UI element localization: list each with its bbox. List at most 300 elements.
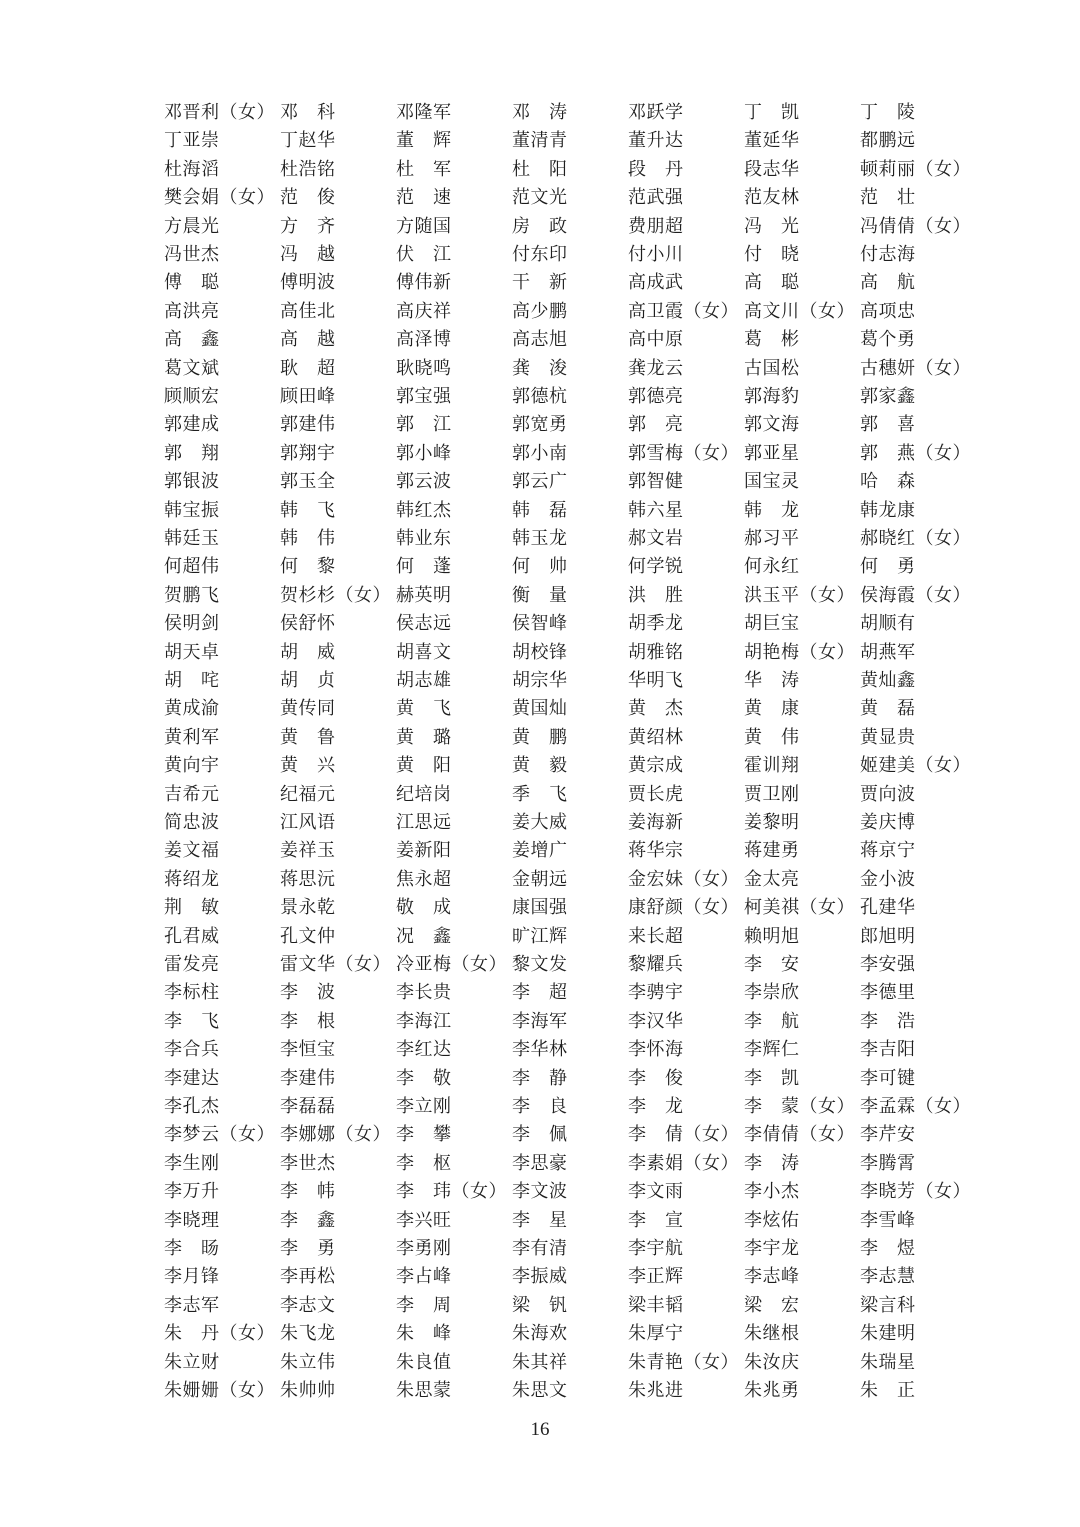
name-entry: 黄 伟 xyxy=(744,726,800,748)
name-entry: 杜浩铭 xyxy=(280,158,336,180)
name-entry: 黄 阳 xyxy=(396,755,452,777)
name-entry: 李雪峰 xyxy=(860,1209,916,1231)
name-entry: 金小波 xyxy=(860,868,916,890)
name-entry: 郭云波 xyxy=(396,471,452,493)
name-row xyxy=(0,497,1080,525)
name-entry: 李 安 xyxy=(744,954,800,975)
name-entry: 哈 森 xyxy=(860,471,916,493)
name-entry: 郭小南 xyxy=(512,442,568,464)
name-entry: 丁亚崇 xyxy=(164,130,220,152)
name-entry: 蒋建勇 xyxy=(744,840,800,862)
name-entry: 金朝远 xyxy=(512,868,568,890)
name-entry: 蒋绍龙 xyxy=(164,868,220,890)
name-entry: 霍训翔 xyxy=(744,755,800,777)
name-entry: 况 鑫 xyxy=(396,925,452,947)
name-entry: 何 蓬 xyxy=(396,556,452,578)
name-entry: 李 蒙（女） xyxy=(744,1096,855,1117)
name-entry: 郭智健 xyxy=(628,471,684,493)
name-entry: 李 良 xyxy=(512,1096,568,1117)
name-entry: 李世杰 xyxy=(280,1152,336,1174)
name-entry: 韩业东 xyxy=(396,528,452,549)
name-entry: 邓晋利（女） xyxy=(164,102,275,123)
name-entry: 朱 峰 xyxy=(396,1323,452,1345)
name-entry: 梁言科 xyxy=(860,1294,916,1316)
name-entry: 李辉仁 xyxy=(744,1039,800,1061)
name-entry: 李腾霄 xyxy=(860,1152,916,1174)
name-entry: 郭家鑫 xyxy=(860,386,916,407)
name-entry: 段志华 xyxy=(744,158,800,180)
name-row xyxy=(0,1178,1080,1206)
name-entry: 姜新阳 xyxy=(396,840,452,862)
name-row xyxy=(0,667,1080,695)
name-entry: 李 静 xyxy=(512,1067,568,1089)
name-entry: 朱思文 xyxy=(512,1380,568,1401)
name-row xyxy=(0,241,1080,269)
name-entry: 高洪亮 xyxy=(164,300,220,322)
name-entry: 梁 宏 xyxy=(744,1294,800,1316)
name-entry: 都鹏远 xyxy=(860,130,916,152)
name-entry: 孔文仲 xyxy=(280,925,336,947)
name-row xyxy=(0,1349,1080,1377)
name-entry: 郭 亮 xyxy=(628,414,684,436)
name-entry: 旷江辉 xyxy=(512,925,568,947)
name-entry: 梁 钒 xyxy=(512,1294,568,1316)
name-entry: 郭小峰 xyxy=(396,442,452,464)
name-entry: 段 丹 xyxy=(628,158,684,180)
name-entry: 李炫佑 xyxy=(744,1209,800,1231)
name-row xyxy=(0,298,1080,326)
name-entry: 李文波 xyxy=(512,1181,568,1203)
name-entry: 干 新 xyxy=(512,272,568,294)
name-entry: 李占峰 xyxy=(396,1266,452,1288)
name-entry: 付东印 xyxy=(512,244,568,265)
name-row xyxy=(0,951,1080,979)
name-entry: 李文雨 xyxy=(628,1181,684,1203)
name-entry: 黎文发 xyxy=(512,954,568,975)
name-row xyxy=(0,1207,1080,1235)
name-entry: 姜文福 xyxy=(164,840,220,862)
name-entry: 李有清 xyxy=(512,1238,568,1259)
name-entry: 侯智峰 xyxy=(512,613,568,635)
name-entry: 付小川 xyxy=(628,244,684,265)
name-entry: 朱立伟 xyxy=(280,1351,336,1373)
name-entry: 黄 璐 xyxy=(396,726,452,748)
name-entry: 衡 量 xyxy=(512,584,568,606)
name-entry: 郭银波 xyxy=(164,471,220,493)
name-entry: 孔建华 xyxy=(860,897,916,919)
name-entry: 朱青艳（女） xyxy=(628,1351,739,1373)
name-row xyxy=(0,326,1080,354)
name-entry: 李万升 xyxy=(164,1181,220,1203)
name-entry: 韩 伟 xyxy=(280,528,336,549)
name-row xyxy=(0,213,1080,241)
name-entry: 纪福元 xyxy=(280,783,336,805)
name-entry: 郭德杭 xyxy=(512,386,568,407)
name-entry: 金宏妹（女） xyxy=(628,868,739,890)
name-entry: 李 鑫 xyxy=(280,1209,336,1231)
name-entry: 贺鹏飞 xyxy=(164,584,220,606)
name-entry: 李思豪 xyxy=(512,1152,568,1174)
name-entry: 傅伟新 xyxy=(396,272,452,294)
name-entry: 姬建美（女） xyxy=(860,755,971,777)
name-entry: 冯 越 xyxy=(280,244,336,265)
name-entry: 李 旸 xyxy=(164,1238,220,1259)
name-entry: 景永乾 xyxy=(280,897,336,919)
name-entry: 房 政 xyxy=(512,215,568,237)
name-entry: 贺杉杉（女） xyxy=(280,584,391,606)
name-entry: 邓隆军 xyxy=(396,102,452,123)
name-entry: 黄 飞 xyxy=(396,698,452,720)
name-entry: 江风语 xyxy=(280,812,336,833)
name-entry: 李晓理 xyxy=(164,1209,220,1231)
name-entry: 范友林 xyxy=(744,187,800,209)
name-entry: 朱飞龙 xyxy=(280,1323,336,1345)
name-entry: 洪玉平（女） xyxy=(744,584,855,606)
name-entry: 李海军 xyxy=(512,1010,568,1032)
name-entry: 郭玉全 xyxy=(280,471,336,493)
name-row xyxy=(0,127,1080,155)
name-entry: 范武强 xyxy=(628,187,684,209)
name-entry: 康国强 xyxy=(512,897,568,919)
name-entry: 朱 丹（女） xyxy=(164,1323,275,1345)
name-entry: 胡宗华 xyxy=(512,670,568,691)
name-entry: 蒋思沅 xyxy=(280,868,336,890)
name-entry: 侯志远 xyxy=(396,613,452,635)
name-entry: 郭文海 xyxy=(744,414,800,436)
name-entry: 黄 毅 xyxy=(512,755,568,777)
name-entry: 郭翔宇 xyxy=(280,442,336,464)
name-entry: 李勇刚 xyxy=(396,1238,452,1259)
name-row xyxy=(0,1093,1080,1121)
name-entry: 李 敬 xyxy=(396,1067,452,1089)
name-entry: 郭海豹 xyxy=(744,386,800,407)
name-entry: 季 飞 xyxy=(512,783,568,805)
name-entry: 黄国灿 xyxy=(512,698,568,720)
name-entry: 高泽博 xyxy=(396,329,452,351)
name-entry: 胡志雄 xyxy=(396,670,452,691)
name-entry: 李晓芳（女） xyxy=(860,1181,971,1203)
name-entry: 贾长虎 xyxy=(628,783,684,805)
name-entry: 朱 正 xyxy=(860,1380,916,1401)
name-entry: 高 越 xyxy=(280,329,336,351)
name-entry: 郭 燕（女） xyxy=(860,442,971,464)
name-entry: 李崇欣 xyxy=(744,982,800,1004)
name-entry: 高 聪 xyxy=(744,272,800,294)
name-entry: 朱继根 xyxy=(744,1323,800,1345)
name-entry: 高佳北 xyxy=(280,300,336,322)
name-entry: 黄利军 xyxy=(164,726,220,748)
name-entry: 李 煜 xyxy=(860,1238,916,1259)
name-entry: 高志旭 xyxy=(512,329,568,351)
name-entry: 胡巨宝 xyxy=(744,613,800,635)
name-entry: 李怀海 xyxy=(628,1039,684,1061)
name-entry: 韩 飞 xyxy=(280,499,336,521)
name-entry: 李小杰 xyxy=(744,1181,800,1203)
name-entry: 李志慧 xyxy=(860,1266,916,1288)
name-entry: 高 鑫 xyxy=(164,329,220,351)
name-entry: 郭宝强 xyxy=(396,386,452,407)
name-entry: 范 俊 xyxy=(280,187,336,209)
name-row xyxy=(0,1121,1080,1149)
name-entry: 李 凯 xyxy=(744,1067,800,1089)
name-entry: 李建达 xyxy=(164,1067,220,1089)
name-entry: 李志军 xyxy=(164,1294,220,1316)
name-entry: 胡季龙 xyxy=(628,613,684,635)
name-entry: 韩红杰 xyxy=(396,499,452,521)
name-entry: 何永红 xyxy=(744,556,800,578)
name-row xyxy=(0,639,1080,667)
name-row xyxy=(0,1008,1080,1036)
name-entry: 郭 翔 xyxy=(164,442,220,464)
name-entry: 韩 磊 xyxy=(512,499,568,521)
name-entry: 葛个勇 xyxy=(860,329,916,351)
name-entry: 华 涛 xyxy=(744,670,800,691)
name-entry: 冯 光 xyxy=(744,215,800,237)
name-entry: 顾顺宏 xyxy=(164,386,220,407)
name-entry: 何 帅 xyxy=(512,556,568,578)
name-row xyxy=(0,525,1080,553)
name-row xyxy=(0,411,1080,439)
name-entry: 姜大威 xyxy=(512,812,568,833)
name-entry: 邓 涛 xyxy=(512,102,568,123)
name-entry: 孔君威 xyxy=(164,925,220,947)
name-row xyxy=(0,1377,1080,1405)
name-entry: 傅 聪 xyxy=(164,272,220,294)
name-entry: 贾向波 xyxy=(860,783,916,805)
name-entry: 郝晓红（女） xyxy=(860,528,971,549)
name-entry: 朱兆勇 xyxy=(744,1380,800,1401)
name-entry: 古穗妍（女） xyxy=(860,357,971,379)
name-entry: 李兴旺 xyxy=(396,1209,452,1231)
name-entry: 何学锐 xyxy=(628,556,684,578)
name-entry: 高项忠 xyxy=(860,300,916,322)
name-entry: 李立刚 xyxy=(396,1096,452,1117)
name-entry: 朱瑞星 xyxy=(860,1351,916,1373)
name-entry: 李宇航 xyxy=(628,1238,684,1259)
name-entry: 李 宣 xyxy=(628,1209,684,1231)
name-entry: 高成武 xyxy=(628,272,684,294)
name-row xyxy=(0,582,1080,610)
name-entry: 黄显贵 xyxy=(860,726,916,748)
name-entry: 黄 兴 xyxy=(280,755,336,777)
name-entry: 高文川（女） xyxy=(744,300,855,322)
name-entry: 赖明旭 xyxy=(744,925,800,947)
name-entry: 胡天卓 xyxy=(164,641,220,663)
name-entry: 姜海新 xyxy=(628,812,684,833)
name-row xyxy=(0,724,1080,752)
name-entry: 洪 胜 xyxy=(628,584,684,606)
name-row xyxy=(0,1235,1080,1263)
name-entry: 杜海滔 xyxy=(164,158,220,180)
name-row xyxy=(0,99,1080,127)
name-entry: 朱兆进 xyxy=(628,1380,684,1401)
name-entry: 李 倩（女） xyxy=(628,1124,739,1146)
name-entry: 郭德亮 xyxy=(628,386,684,407)
name-row xyxy=(0,355,1080,383)
name-entry: 胡雅铭 xyxy=(628,641,684,663)
name-row xyxy=(0,383,1080,411)
name-entry: 黄 杰 xyxy=(628,698,684,720)
name-entry: 傅明波 xyxy=(280,272,336,294)
name-entry: 郝习平 xyxy=(744,528,800,549)
name-entry: 郭 喜 xyxy=(860,414,916,436)
name-entry: 胡喜文 xyxy=(396,641,452,663)
name-entry: 李生刚 xyxy=(164,1152,220,1174)
name-entry: 郎旭明 xyxy=(860,925,916,947)
name-entry: 李宇龙 xyxy=(744,1238,800,1259)
name-entry: 姜黎明 xyxy=(744,812,800,833)
name-entry: 侯海霞（女） xyxy=(860,584,971,606)
name-entry: 黄成渝 xyxy=(164,698,220,720)
name-entry: 郭亚星 xyxy=(744,442,800,464)
name-entry: 董 辉 xyxy=(396,130,452,152)
name-entry: 何 勇 xyxy=(860,556,916,578)
name-entry: 黎耀兵 xyxy=(628,954,684,975)
name-entry: 黄 鹏 xyxy=(512,726,568,748)
name-entry: 韩玉龙 xyxy=(512,528,568,549)
name-entry: 李 航 xyxy=(744,1010,800,1032)
name-entry: 丁 陵 xyxy=(860,102,916,123)
name-entry: 李安强 xyxy=(860,954,916,975)
name-entry: 姜增广 xyxy=(512,840,568,862)
name-row xyxy=(0,1320,1080,1348)
name-entry: 何超伟 xyxy=(164,556,220,578)
name-entry: 敬 成 xyxy=(396,897,452,919)
name-entry: 董清青 xyxy=(512,130,568,152)
name-entry: 李标柱 xyxy=(164,982,220,1004)
name-entry: 华明飞 xyxy=(628,670,684,691)
name-entry: 李红达 xyxy=(396,1039,452,1061)
name-entry: 李 超 xyxy=(512,982,568,1004)
name-entry: 胡顺有 xyxy=(860,613,916,635)
name-row xyxy=(0,1263,1080,1291)
name-entry: 朱立财 xyxy=(164,1351,220,1373)
name-entry: 侯明剑 xyxy=(164,613,220,635)
name-entry: 李孟霖（女） xyxy=(860,1096,971,1117)
name-entry: 高庆祥 xyxy=(396,300,452,322)
name-entry: 李建伟 xyxy=(280,1067,336,1089)
name-entry: 李 飞 xyxy=(164,1010,220,1032)
name-entry: 李月锋 xyxy=(164,1266,220,1288)
name-entry: 付志海 xyxy=(860,244,916,265)
name-entry: 郭建成 xyxy=(164,414,220,436)
name-entry: 胡 贞 xyxy=(280,670,336,691)
name-entry: 胡艳梅（女） xyxy=(744,641,855,663)
name-entry: 付 晓 xyxy=(744,244,800,265)
name-entry: 姜祥玉 xyxy=(280,840,336,862)
name-entry: 黄 康 xyxy=(744,698,800,720)
name-entry: 姜庆博 xyxy=(860,812,916,833)
name-entry: 伏 江 xyxy=(396,244,452,265)
name-entry: 冷亚梅（女） xyxy=(396,954,507,975)
name-row xyxy=(0,752,1080,780)
name-entry: 黄传同 xyxy=(280,698,336,720)
name-entry: 邓跃学 xyxy=(628,102,684,123)
name-entry: 高 航 xyxy=(860,272,916,294)
name-entry: 李吉阳 xyxy=(860,1039,916,1061)
name-entry: 李梦云（女） xyxy=(164,1124,275,1146)
name-entry: 李再松 xyxy=(280,1266,336,1288)
name-entry: 李倩倩（女） xyxy=(744,1124,855,1146)
name-entry: 李振威 xyxy=(512,1266,568,1288)
name-entry: 方晨光 xyxy=(164,215,220,237)
name-entry: 李 佩 xyxy=(512,1124,568,1146)
name-entry: 顾田峰 xyxy=(280,386,336,407)
name-entry: 朱思蒙 xyxy=(396,1380,452,1401)
name-entry: 董升达 xyxy=(628,130,684,152)
name-entry: 赫英明 xyxy=(396,584,452,606)
name-entry: 高卫霞（女） xyxy=(628,300,739,322)
name-entry: 郭宽勇 xyxy=(512,414,568,436)
name-entry: 黄 鲁 xyxy=(280,726,336,748)
name-entry: 朱姗姗（女） xyxy=(164,1380,275,1401)
name-entry: 郭 江 xyxy=(396,414,452,436)
name-entry: 李 俊 xyxy=(628,1067,684,1089)
name-entry: 顿莉丽（女） xyxy=(860,158,971,180)
name-entry: 龚龙云 xyxy=(628,357,684,379)
name-entry: 李志文 xyxy=(280,1294,336,1316)
name-entry: 李汉华 xyxy=(628,1010,684,1032)
name-entry: 李 龙 xyxy=(628,1096,684,1117)
name-entry: 葛 彬 xyxy=(744,329,800,351)
name-entry: 丁赵华 xyxy=(280,130,336,152)
name-entry: 韩六星 xyxy=(628,499,684,521)
name-entry: 韩龙康 xyxy=(860,499,916,521)
name-entry: 胡校锋 xyxy=(512,641,568,663)
name-row xyxy=(0,923,1080,951)
name-entry: 梁丰韬 xyxy=(628,1294,684,1316)
name-entry: 冯世杰 xyxy=(164,244,220,265)
name-entry: 朱厚宁 xyxy=(628,1323,684,1345)
name-entry: 李 勇 xyxy=(280,1238,336,1259)
name-entry: 李 枢 xyxy=(396,1152,452,1174)
name-entry: 范文光 xyxy=(512,187,568,209)
page-number: 16 xyxy=(530,1419,550,1440)
name-entry: 方随国 xyxy=(396,215,452,237)
name-entry: 江思远 xyxy=(396,812,452,833)
name-entry: 郝文岩 xyxy=(628,528,684,549)
name-entry: 侯舒怀 xyxy=(280,613,336,635)
name-row xyxy=(0,695,1080,723)
name-entry: 胡 咤 xyxy=(164,670,220,691)
name-row xyxy=(0,184,1080,212)
name-row xyxy=(0,1292,1080,1320)
name-row xyxy=(0,809,1080,837)
name-row xyxy=(0,156,1080,184)
name-row xyxy=(0,1065,1080,1093)
name-entry: 李海江 xyxy=(396,1010,452,1032)
name-entry: 雷文华（女） xyxy=(280,954,391,975)
name-entry: 李 帏 xyxy=(280,1181,336,1203)
name-entry: 黄向宇 xyxy=(164,755,220,777)
name-entry: 龚 浚 xyxy=(512,357,568,379)
name-entry: 邓 科 xyxy=(280,102,336,123)
name-row xyxy=(0,1150,1080,1178)
name-entry: 李正辉 xyxy=(628,1266,684,1288)
name-entry: 柯美祺（女） xyxy=(744,897,855,919)
name-entry: 胡燕军 xyxy=(860,641,916,663)
name-entry: 李德里 xyxy=(860,982,916,1004)
name-entry: 韩宝振 xyxy=(164,499,220,521)
name-entry: 李磊磊 xyxy=(280,1096,336,1117)
name-row xyxy=(0,781,1080,809)
name-entry: 李素娟（女） xyxy=(628,1152,739,1174)
name-entry: 葛文斌 xyxy=(164,357,220,379)
name-entry: 李恒宝 xyxy=(280,1039,336,1061)
name-entry: 杜 军 xyxy=(396,158,452,180)
name-entry: 费朋超 xyxy=(628,215,684,237)
name-entry: 范 速 xyxy=(396,187,452,209)
